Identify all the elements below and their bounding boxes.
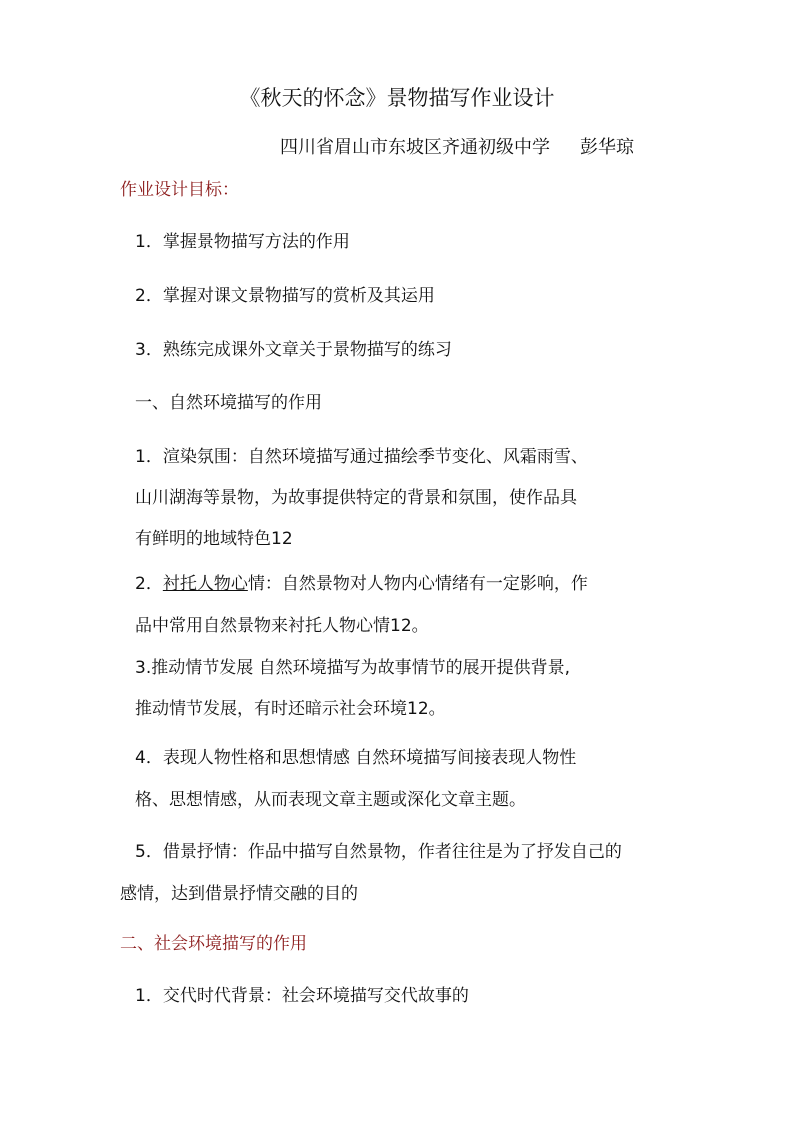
section-heading: 二、社会环境描写的作用 — [120, 934, 307, 954]
paragraph-line: 推动情节发展，有时还暗示社会环境12。 — [135, 699, 446, 719]
paragraph-line — [135, 572, 588, 596]
paragraph-number: 2． — [135, 574, 163, 594]
underlined-phrase: 衬托人物心 — [162, 574, 248, 594]
goal-item: 1．掌握景物描写方法的作用 — [135, 232, 350, 252]
goal-item: 2．掌握对课文景物描写的赏析及其运用 — [135, 286, 435, 306]
goal-item: 3．熟练完成课外文章关于景物描写的练习 — [135, 340, 452, 360]
goals-heading: 作业设计目标： — [120, 180, 239, 200]
author-line — [280, 136, 634, 160]
paragraph-line: 品中常用自然景物来衬托人物心情12。 — [135, 616, 429, 636]
paragraph-line: 4．表现人物性格和思想情感 自然环境描写间接表现人物性 — [135, 748, 577, 768]
paragraph-line: 格、思想情感，从而表现文章主题或深化文章主题。 — [135, 790, 526, 810]
document-title: 《秋天的怀念》景物描写作业设计 — [239, 86, 555, 110]
author-name: 彭华琼 — [580, 137, 634, 158]
section-heading: 一、自然环境描写的作用 — [135, 393, 322, 413]
paragraph-line: 有鲜明的地域特色12 — [135, 529, 293, 549]
paragraph-line: 感情，达到借景抒情交融的目的 — [120, 884, 358, 904]
paragraph-line: 1．交代时代背景：社会环境描写交代故事的 — [135, 986, 469, 1006]
paragraph-text: 情：自然景物对人物内心情绪有一定影响，作 — [247, 574, 588, 594]
paragraph-line: 5．借景抒情：作品中描写自然景物，作者往往是为了抒发自己的 — [135, 842, 622, 862]
paragraph-line: 3.推动情节发展 自然环境描写为故事情节的展开提供背景, — [135, 658, 571, 678]
paragraph-line: 1．渲染氛围：自然环境描写通过描绘季节变化、风霜雨雪、 — [135, 447, 588, 467]
paragraph-line: 山川湖海等景物，为故事提供特定的背景和氛围，使作品具 — [135, 488, 577, 508]
author-school: 四川省眉山市东坡区齐通初级中学 — [280, 137, 550, 158]
